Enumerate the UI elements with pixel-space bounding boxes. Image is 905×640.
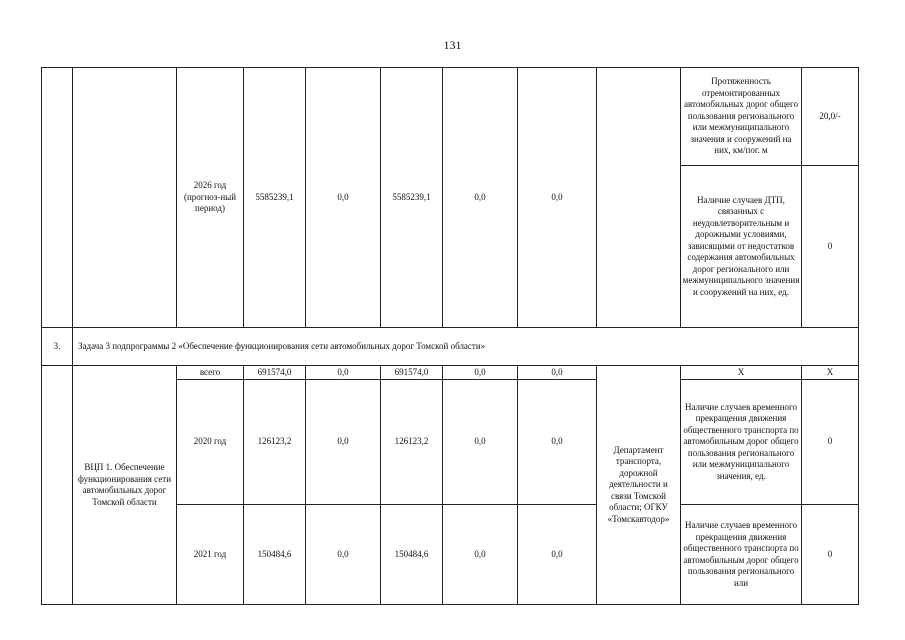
total-cell: 5585239,1	[244, 68, 306, 328]
total-cell: 150484,6	[244, 505, 306, 605]
indicator-value-cell: Х	[802, 366, 859, 380]
indicator-value-cell: 20,0/-	[802, 68, 859, 166]
name-cell	[73, 68, 177, 328]
executor-cell: Департамент транспорта, дорожной деятельности и связи Томской области; ОГКУ «Томскавтодор»	[597, 366, 681, 605]
total-cell: 126123,2	[244, 380, 306, 505]
indicator-cell: Наличие случаев временного прекращения движения общественного транспорта по автомобильным дорог общего пользования регионального или межмуниципального значения, ед.	[681, 380, 802, 505]
indicator-value-cell: 0	[802, 505, 859, 605]
indicator-cell: Наличие случаев временного прекращения движения общественного транспорта по автомобильным дорог общего пользования регионального или	[681, 505, 802, 605]
table-row	[42, 366, 859, 380]
total-cell: 691574,0	[244, 366, 306, 380]
page-number: 131	[443, 38, 462, 52]
value-cell: 0,0	[306, 380, 381, 505]
indicator-value-cell: 0	[802, 380, 859, 505]
value-cell: 0,0	[518, 366, 597, 380]
indicator-cell: Наличие случаев ДТП, связанных с неудовлетворительным и дорожными условиями, зависящими от недостатков содержания автомобильных дорог регионального или межмуниципального значения и сооружений на них, ед.	[681, 166, 802, 328]
value-cell: 0,0	[443, 366, 518, 380]
value-cell: 0,0	[306, 505, 381, 605]
value-cell: 5585239,1	[381, 68, 443, 328]
row-number-cell	[42, 68, 73, 328]
value-cell: 0,0	[306, 366, 381, 380]
task-row	[42, 328, 859, 366]
period-cell: всего	[177, 366, 244, 380]
table-row	[42, 68, 859, 166]
value-cell: 126123,2	[381, 380, 443, 505]
value-cell: 150484,6	[381, 505, 443, 605]
program-table	[41, 67, 859, 605]
executor-cell	[597, 68, 681, 328]
indicator-cell: Х	[681, 366, 802, 380]
row-number-cell	[42, 366, 73, 605]
indicator-value-cell: 0	[802, 166, 859, 328]
value-cell: 691574,0	[381, 366, 443, 380]
value-cell: 0,0	[518, 68, 597, 328]
value-cell: 0,0	[518, 505, 597, 605]
value-cell: 0,0	[443, 380, 518, 505]
year-cell: 2026 год (прогноз-ный период)	[177, 68, 244, 328]
period-cell: 2021 год	[177, 505, 244, 605]
value-cell: 0,0	[306, 68, 381, 328]
period-cell: 2020 год	[177, 380, 244, 505]
value-cell: 0,0	[518, 380, 597, 505]
indicator-cell: Протяженность отремонтированных автомобильных дорог общего пользования регионального или межмуниципального значения и сооружений на них, км/пог. м	[681, 68, 802, 166]
task-number-cell: 3.	[42, 328, 73, 366]
task-title-cell: Задача 3 подпрограммы 2 «Обеспечение функционирования сети автомобильных дорог Томской области»	[73, 328, 859, 366]
value-cell: 0,0	[443, 505, 518, 605]
value-cell: 0,0	[443, 68, 518, 328]
vcp-name-cell: ВЦП 1. Обеспечение функционирования сети автомобильных дорог Томской области	[73, 366, 177, 605]
